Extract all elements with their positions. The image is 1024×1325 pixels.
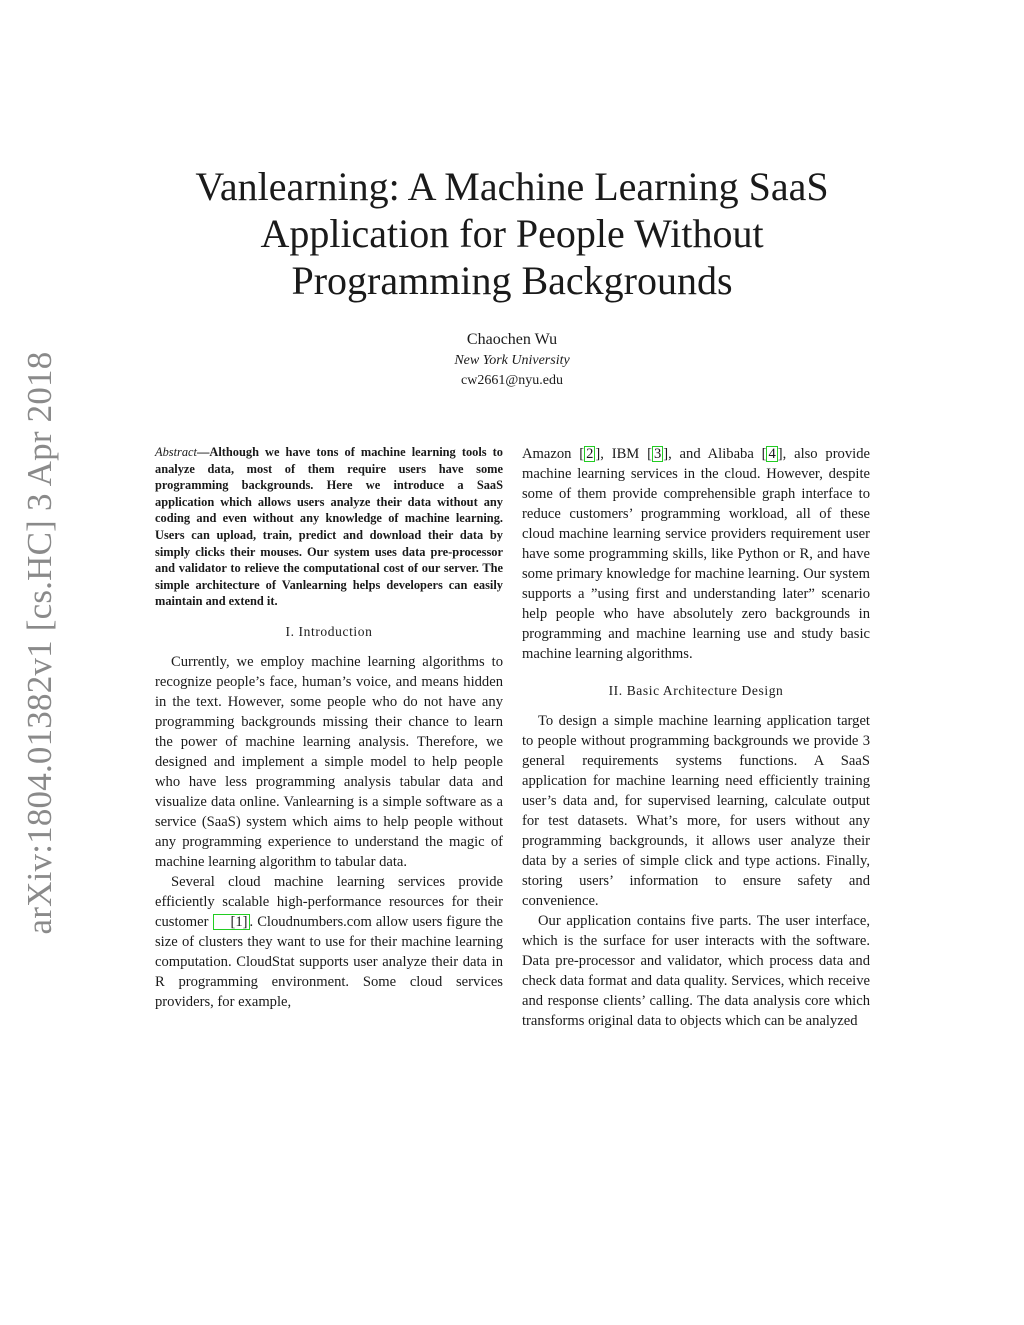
intro-p3-text-d: ], also provide machine learning services in the cloud. However, despite some of them provide comprehensible graph interface to reduce customers’ programming workload, all of these cloud machine learning service providers requirement user have some programming skills, like Python or R, and have some primary knowledge for machine learning. Our system supports a ”using first and understanding later” scenario help people who have absolutely zero backgrounds in programming and machine learning use and study basic machine learning algorithms. — [522, 446, 870, 662]
intro-p2-text-b: . Cloudnumbers.com allow users figure the size of clusters they want to use for their machine learning computation. CloudStat supports user analyze their data in R programming environment. Some cloud services providers, for example, — [155, 913, 503, 1010]
intro-paragraph-2 — [155, 872, 503, 1012]
intro-paragraph-3 — [522, 444, 870, 664]
abstract — [155, 444, 503, 610]
citation-link-3[interactable]: 3 — [653, 446, 662, 462]
intro-paragraph-1: Currently, we employ machine learning algorithms to recognize people’s face, human’s voice, and means hidden in the text. However, some people who do not have any programming backgrounds missing their chance to learn the power of machine learning analysis. Therefore, we designed and implement a simple model to help people who have less programming analysis tabular data and visualize data online. Vanlearning is a simple software as a service (SaaS) system which aims to help people without any programming experience to understand the magic of machine learning algorithm to tabular data. — [155, 653, 503, 870]
intro-p3-text-c: ], and Alibaba [ — [663, 446, 767, 462]
title-line: Programming Backgrounds — [291, 258, 733, 303]
title-line: Application for People Without — [260, 211, 764, 256]
arch-paragraph-2: Our application contains five parts. The user interface, which is the surface for user interacts with the software. Data pre-processor and validator, which process data and check data format and data quality. Services, which receive and response clients’ calling. The data analysis core which transforms original data to objects which can be analyzed — [522, 913, 870, 1029]
author-affiliation: New York University — [454, 353, 570, 368]
citation-link-1[interactable]: [1] — [213, 914, 250, 930]
title-line: Vanlearning: A Machine Learning SaaS — [195, 164, 829, 209]
intro-p3-text-b: ], IBM [ — [595, 446, 652, 462]
intro-p3-text-a: Amazon [ — [522, 446, 585, 462]
arch-paragraph-1: To design a simple machine learning application target to people without programming backgrounds we provide 3 general requirements systems functions. A SaaS application for machine learning need efficiently training user’s data and, for supervised learning, calculate output for test datasets. What’s more, for users without any programming backgrounds, it allows user analyze their data by a series of simple click and type actions. Finally, storing users’ information to ensure safety and convenience. — [522, 713, 870, 909]
intro-p2-text-a: Several cloud machine learning services provide efficiently scalable high-performance resources for their customer — [155, 873, 503, 930]
left-column — [155, 444, 503, 1012]
right-column — [522, 444, 870, 1031]
citation-link-2[interactable]: 2 — [586, 446, 594, 462]
abstract-label: Abstract — [155, 445, 197, 459]
section-heading-architecture: II. Basic Architecture Design — [608, 683, 784, 698]
abstract-text: Although we have tons of machine learning tools to analyze data, most of them require users have some programming backgrounds. Here we introduce a SaaS application which allows users analyze their data without any coding and even without any knowledge of machine learning. Users can upload, train, predict and download their data by simply clicks their mouses. Our system uses data pre-processor and validator to relieve the computational cost of our server. The simple architecture of Vanlearning helps developers can easily maintain and extend it. — [155, 445, 503, 609]
author-email: cw2661@nyu.edu — [461, 373, 563, 388]
citation-link-4[interactable]: 4 — [768, 446, 776, 462]
abstract-dash: — — [197, 445, 210, 459]
arxiv-id-text: arXiv:1804.01382v1 [cs.HC] 3 Apr 2018 — [20, 351, 59, 934]
paper-title — [150, 163, 874, 304]
citation-number: 1 — [235, 913, 243, 930]
section-heading-introduction: I. Introduction — [285, 623, 373, 639]
author-name: Chaochen Wu — [466, 331, 558, 348]
arxiv-identifier — [20, 351, 60, 934]
